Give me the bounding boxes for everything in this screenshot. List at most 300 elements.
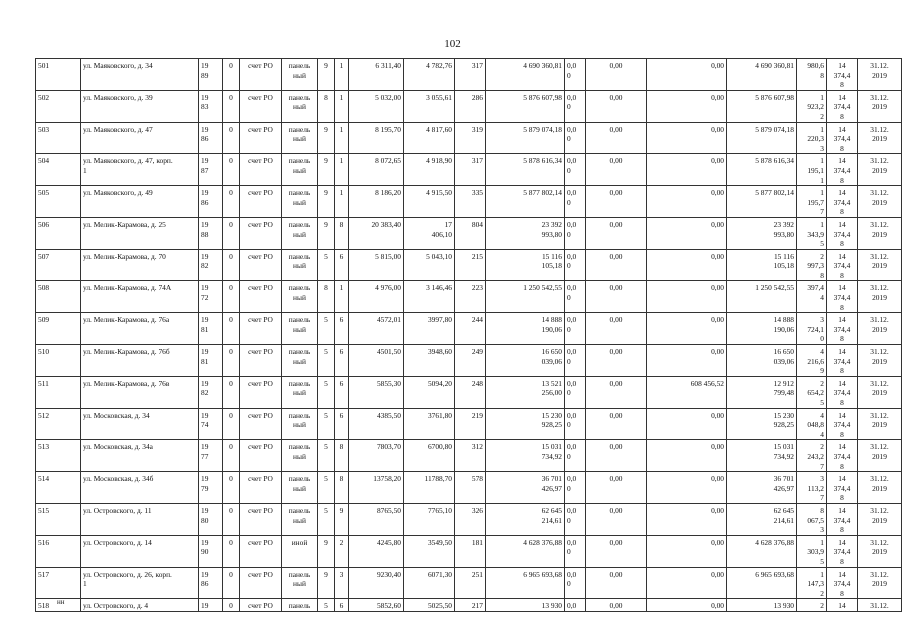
- cell-residents: 317: [455, 59, 486, 91]
- cell-max-cost-per-sqm: 14 374,4 8: [827, 472, 858, 504]
- cell-total-cost: 4 690 360,81: [486, 59, 565, 91]
- cell-entrances: 3: [335, 567, 349, 599]
- cell-entrances: 1: [335, 59, 349, 91]
- cell-year-built: 19 89: [199, 59, 223, 91]
- cell-max-cost-per-sqm: 14 374,4 8: [827, 281, 858, 313]
- cell-total-cost: 5 877 802,14: [486, 186, 565, 218]
- cell-cost-per-sqm: 1 303,9 5: [797, 535, 827, 567]
- cell-entrances: 9: [335, 503, 349, 535]
- cell-year-built: 19 86: [199, 122, 223, 154]
- cell-cost-federal: 0,0 0: [565, 440, 586, 472]
- cell-row-number: 501: [36, 59, 81, 91]
- cell-completion-date: 31.12. 2019: [858, 217, 902, 249]
- cell-address: ул. Московская, д. 34б: [81, 472, 199, 504]
- cell-cost-owners: 4 628 376,88: [727, 535, 797, 567]
- cell-cost-federal: 0,0 0: [565, 186, 586, 218]
- cell-living-area: 11788,70: [404, 472, 455, 504]
- cell-living-area: 7765,10: [404, 503, 455, 535]
- cell-cost-local: 0,00: [647, 440, 727, 472]
- cell-residents: 335: [455, 186, 486, 218]
- cell-floors: 9: [318, 154, 335, 186]
- cell-fund-method: счет РО: [240, 90, 282, 122]
- cell-living-area: 5025,50: [404, 599, 455, 612]
- cell-living-area: 3948,60: [404, 345, 455, 377]
- cell-living-area: 3997,80: [404, 313, 455, 345]
- cell-cost-regional: 0,00: [586, 599, 647, 612]
- cell-year-commission: 0: [223, 122, 240, 154]
- cell-year-built: 19 86: [199, 567, 223, 599]
- cell-floors: 5: [318, 503, 335, 535]
- cell-cost-local: 0,00: [647, 186, 727, 218]
- cell-wall-material: панель: [282, 599, 318, 612]
- cell-cost-per-sqm: 1 923,2 2: [797, 90, 827, 122]
- cell-total-area: 4245,80: [349, 535, 404, 567]
- cell-address: ул. Островского, д. 26, корп. 1: [81, 567, 199, 599]
- cell-address: ул. Мелик-Карамова, д. 76в: [81, 376, 199, 408]
- table-row: [36, 345, 902, 377]
- cell-total-area: 4501,50: [349, 345, 404, 377]
- cell-cost-federal: 0,0 0: [565, 59, 586, 91]
- cell-year-built: 19 86: [199, 186, 223, 218]
- cell-residents: 181: [455, 535, 486, 567]
- cell-wall-material: панель ный: [282, 440, 318, 472]
- cell-row-number: 512: [36, 408, 81, 440]
- cell-max-cost-per-sqm: 14 374,4 8: [827, 535, 858, 567]
- cell-max-cost-per-sqm: 14 374,4 8: [827, 313, 858, 345]
- cell-max-cost-per-sqm: 14 374,4 8: [827, 440, 858, 472]
- cell-total-cost: 16 650 039,06: [486, 345, 565, 377]
- cell-cost-owners: 5 876 607,98: [727, 90, 797, 122]
- cell-row-number: 510: [36, 345, 81, 377]
- cell-entrances: 6: [335, 376, 349, 408]
- cell-cost-per-sqm: 8 067,5 3: [797, 503, 827, 535]
- cell-residents: 286: [455, 90, 486, 122]
- cell-cost-federal: 0,0 0: [565, 281, 586, 313]
- cell-floors: 5: [318, 472, 335, 504]
- table-row: [36, 59, 902, 91]
- cell-completion-date: 31.12. 2019: [858, 154, 902, 186]
- cell-row-number: 509: [36, 313, 81, 345]
- cell-cost-federal: 0,0 0: [565, 313, 586, 345]
- cell-cost-federal: 0,0 0: [565, 154, 586, 186]
- cell-cost-per-sqm: 1 195,7 7: [797, 186, 827, 218]
- cell-residents: 248: [455, 376, 486, 408]
- cell-year-built: 19 72: [199, 281, 223, 313]
- cell-total-area: 4385,50: [349, 408, 404, 440]
- cell-entrances: 1: [335, 122, 349, 154]
- cell-max-cost-per-sqm: 14 374,4 8: [827, 122, 858, 154]
- cell-cost-per-sqm: 2: [797, 599, 827, 612]
- cell-max-cost-per-sqm: 14 374,4 8: [827, 408, 858, 440]
- table-row: [36, 503, 902, 535]
- cell-address: ул. Маяковского, д. 47: [81, 122, 199, 154]
- cell-max-cost-per-sqm: 14 374,4 8: [827, 59, 858, 91]
- cell-total-area: 8 195,70: [349, 122, 404, 154]
- cell-cost-federal: 0,0: [565, 599, 586, 612]
- cell-max-cost-per-sqm: 14 374,4 8: [827, 345, 858, 377]
- cell-cost-owners: 6 965 693,68: [727, 567, 797, 599]
- cell-year-built: 19 82: [199, 249, 223, 281]
- cell-entrances: 6: [335, 345, 349, 377]
- cell-cost-owners: 4 690 360,81: [727, 59, 797, 91]
- cell-living-area: 4 915,50: [404, 186, 455, 218]
- cell-completion-date: 31.12. 2019: [858, 59, 902, 91]
- cell-cost-local: 0,00: [647, 249, 727, 281]
- cell-cost-local: 0,00: [647, 217, 727, 249]
- cell-living-area: 3 146,46: [404, 281, 455, 313]
- cell-cost-regional: 0,00: [586, 408, 647, 440]
- cell-total-cost: 23 392 993,80: [486, 217, 565, 249]
- cell-fund-method: счет РО: [240, 345, 282, 377]
- cell-total-cost: 62 645 214,61: [486, 503, 565, 535]
- table-row: [36, 535, 902, 567]
- cell-total-cost: 15 230 928,25: [486, 408, 565, 440]
- cell-cost-owners: 5 877 802,14: [727, 186, 797, 218]
- cell-year-built: 19: [199, 599, 223, 612]
- cell-entrances: 8: [335, 440, 349, 472]
- cell-cost-regional: 0,00: [586, 345, 647, 377]
- cell-total-cost: 13 521 256,00: [486, 376, 565, 408]
- cell-entrances: 2: [335, 535, 349, 567]
- cell-row-number: 511: [36, 376, 81, 408]
- cell-floors: 5: [318, 408, 335, 440]
- cell-cost-per-sqm: 980,6 8: [797, 59, 827, 91]
- table-row: [36, 154, 902, 186]
- cell-completion-date: 31.12. 2019: [858, 503, 902, 535]
- cell-living-area: 4 782,76: [404, 59, 455, 91]
- cell-cost-regional: 0,00: [586, 59, 647, 91]
- cell-entrances: 6: [335, 313, 349, 345]
- cell-completion-date: 31.12. 2019: [858, 122, 902, 154]
- table-row: [36, 440, 902, 472]
- cell-floors: 8: [318, 90, 335, 122]
- cell-year-commission: 0: [223, 408, 240, 440]
- cell-cost-local: 0,00: [647, 567, 727, 599]
- cell-row-number: 515: [36, 503, 81, 535]
- cell-cost-owners: 62 645 214,61: [727, 503, 797, 535]
- cell-residents: 223: [455, 281, 486, 313]
- cell-total-cost: 4 628 376,88: [486, 535, 565, 567]
- cell-year-commission: 0: [223, 90, 240, 122]
- cell-total-cost: 5 878 616,34: [486, 154, 565, 186]
- cell-wall-material: панель ный: [282, 313, 318, 345]
- cell-cost-local: 0,00: [647, 313, 727, 345]
- cell-cost-federal: 0,0 0: [565, 217, 586, 249]
- table-row: [36, 599, 902, 612]
- cell-residents: 326: [455, 503, 486, 535]
- cell-floors: 5: [318, 599, 335, 612]
- cell-cost-local: 608 456,52: [647, 376, 727, 408]
- cell-row-number: 503: [36, 122, 81, 154]
- cell-year-commission: 0: [223, 217, 240, 249]
- cell-cost-regional: 0,00: [586, 376, 647, 408]
- cell-year-commission: 0: [223, 59, 240, 91]
- cell-completion-date: 31.12. 2019: [858, 376, 902, 408]
- cell-cost-local: 0,00: [647, 345, 727, 377]
- cell-cost-local: 0,00: [647, 535, 727, 567]
- cell-cost-regional: 0,00: [586, 503, 647, 535]
- cell-living-area: 3549,50: [404, 535, 455, 567]
- cell-year-commission: 0: [223, 440, 240, 472]
- cell-cost-per-sqm: 2 997,3 8: [797, 249, 827, 281]
- cell-cost-per-sqm: 2 654,2 5: [797, 376, 827, 408]
- cell-total-cost: 36 701 426,97: [486, 472, 565, 504]
- cell-address: ул. Мелик-Карамова, д. 74А: [81, 281, 199, 313]
- cell-fund-method: счет РО: [240, 408, 282, 440]
- cell-year-built: 19 77: [199, 440, 223, 472]
- cell-total-area: 5852,60: [349, 599, 404, 612]
- cell-cost-federal: 0,0 0: [565, 249, 586, 281]
- cell-address: ул. Московская, д. 34а: [81, 440, 199, 472]
- cell-max-cost-per-sqm: 14 374,4 8: [827, 90, 858, 122]
- cell-cost-federal: 0,0 0: [565, 90, 586, 122]
- cell-fund-method: счет РО: [240, 313, 282, 345]
- cell-completion-date: 31.12. 2019: [858, 249, 902, 281]
- cell-floors: 9: [318, 217, 335, 249]
- cell-max-cost-per-sqm: 14 374,4 8: [827, 217, 858, 249]
- cell-cost-owners: 5 878 616,34: [727, 154, 797, 186]
- cell-residents: 217: [455, 599, 486, 612]
- cell-cost-owners: 12 912 799,48: [727, 376, 797, 408]
- cell-cost-regional: 0,00: [586, 154, 647, 186]
- cell-total-cost: 1 250 542,55: [486, 281, 565, 313]
- cell-year-built: 19 80: [199, 503, 223, 535]
- cell-max-cost-per-sqm: 14 374,4 8: [827, 186, 858, 218]
- cell-floors: 5: [318, 249, 335, 281]
- cell-year-commission: 0: [223, 376, 240, 408]
- cell-address: ул. Островского, д. 14: [81, 535, 199, 567]
- cell-total-cost: 6 965 693,68: [486, 567, 565, 599]
- cell-fund-method: счет РО: [240, 376, 282, 408]
- cell-total-cost: 15 116 105,18: [486, 249, 565, 281]
- cell-floors: 9: [318, 567, 335, 599]
- cell-year-commission: 0: [223, 281, 240, 313]
- table-row: [36, 472, 902, 504]
- cell-cost-per-sqm: 1 147,3 2: [797, 567, 827, 599]
- cell-residents: 312: [455, 440, 486, 472]
- cell-completion-date: 31.12. 2019: [858, 408, 902, 440]
- cell-cost-federal: 0,0 0: [565, 567, 586, 599]
- cell-cost-local: 0,00: [647, 599, 727, 612]
- cell-total-cost: 14 888 190,06: [486, 313, 565, 345]
- cell-total-area: 13758,20: [349, 472, 404, 504]
- table-row: [36, 376, 902, 408]
- cell-max-cost-per-sqm: 14 374,4 8: [827, 249, 858, 281]
- cell-address: ул. Маяковского, д. 39: [81, 90, 199, 122]
- cell-residents: 219: [455, 408, 486, 440]
- cell-row-number: 517: [36, 567, 81, 599]
- cell-address: ул. Мелик-Карамова, д. 25: [81, 217, 199, 249]
- cell-completion-date: 31.12. 2019: [858, 535, 902, 567]
- cell-total-area: 5 815,00: [349, 249, 404, 281]
- cell-address: ул. Мелик-Карамова, д. 70: [81, 249, 199, 281]
- cell-cost-local: 0,00: [647, 59, 727, 91]
- cell-year-commission: 0: [223, 186, 240, 218]
- cell-fund-method: счет РО: [240, 281, 282, 313]
- cell-residents: 249: [455, 345, 486, 377]
- cell-cost-regional: 0,00: [586, 186, 647, 218]
- cell-total-cost: 5 876 607,98: [486, 90, 565, 122]
- cell-living-area: 4 817,60: [404, 122, 455, 154]
- cell-total-area: 4 976,00: [349, 281, 404, 313]
- cell-row-number: 518: [36, 599, 81, 612]
- cell-fund-method: счет РО: [240, 154, 282, 186]
- cell-completion-date: 31.12. 2019: [858, 313, 902, 345]
- cell-max-cost-per-sqm: 14 374,4 8: [827, 567, 858, 599]
- cell-living-area: 3761,80: [404, 408, 455, 440]
- cell-wall-material: панель ный: [282, 249, 318, 281]
- cell-wall-material: панель ный: [282, 217, 318, 249]
- cell-address: ул. Маяковского, д. 34: [81, 59, 199, 91]
- cell-cost-per-sqm: 1 195,1 1: [797, 154, 827, 186]
- cell-wall-material: панель ный: [282, 503, 318, 535]
- table-row: [36, 408, 902, 440]
- cell-cost-per-sqm: 3 113,2 7: [797, 472, 827, 504]
- cell-cost-owners: 1 250 542,55: [727, 281, 797, 313]
- cell-max-cost-per-sqm: 14 374,4 8: [827, 154, 858, 186]
- cell-cost-per-sqm: 4 216,6 9: [797, 345, 827, 377]
- cell-row-number: 505: [36, 186, 81, 218]
- cell-completion-date: 31.12. 2019: [858, 345, 902, 377]
- cell-living-area: 17 406,10: [404, 217, 455, 249]
- cell-wall-material: панель ный: [282, 567, 318, 599]
- table-row: [36, 249, 902, 281]
- cell-floors: 5: [318, 345, 335, 377]
- cell-cost-regional: 0,00: [586, 472, 647, 504]
- cell-max-cost-per-sqm: 14 374,4 8: [827, 503, 858, 535]
- cell-cost-local: 0,00: [647, 503, 727, 535]
- cell-completion-date: 31.12.: [858, 599, 902, 612]
- cell-living-area: 3 055,61: [404, 90, 455, 122]
- cell-residents: 215: [455, 249, 486, 281]
- cell-year-built: 19 83: [199, 90, 223, 122]
- cell-completion-date: 31.12. 2019: [858, 472, 902, 504]
- cell-fund-method: счет РО: [240, 472, 282, 504]
- cell-living-area: 6700,80: [404, 440, 455, 472]
- cell-cost-per-sqm: 397,4 4: [797, 281, 827, 313]
- cell-fund-method: счет РО: [240, 440, 282, 472]
- table-row: [36, 122, 902, 154]
- cell-fund-method: счет РО: [240, 535, 282, 567]
- cell-wall-material: панель ный: [282, 281, 318, 313]
- cell-entrances: 8: [335, 217, 349, 249]
- cell-cost-federal: 0,0 0: [565, 376, 586, 408]
- cell-entrances: 8: [335, 472, 349, 504]
- cell-residents: 578: [455, 472, 486, 504]
- cell-cost-federal: 0,0 0: [565, 122, 586, 154]
- cell-residents: 804: [455, 217, 486, 249]
- cell-year-built: 19 74: [199, 408, 223, 440]
- cell-cost-federal: 0,0 0: [565, 535, 586, 567]
- cell-wall-material: панель ный: [282, 122, 318, 154]
- cell-cost-federal: 0,0 0: [565, 408, 586, 440]
- cell-address: ул. Московская, д. 34: [81, 408, 199, 440]
- table-row: [36, 281, 902, 313]
- cell-wall-material: панель ный: [282, 376, 318, 408]
- cell-wall-material: панель ный: [282, 90, 318, 122]
- cell-address: ул. Островского, д. 11: [81, 503, 199, 535]
- cell-residents: 244: [455, 313, 486, 345]
- cell-row-number: 507: [36, 249, 81, 281]
- cell-entrances: 1: [335, 186, 349, 218]
- cell-row-number: 516: [36, 535, 81, 567]
- cell-cost-owners: 5 879 074,18: [727, 122, 797, 154]
- cell-residents: 317: [455, 154, 486, 186]
- cell-total-area: 4572,01: [349, 313, 404, 345]
- cell-year-commission: 0: [223, 599, 240, 612]
- cell-wall-material: панель ный: [282, 408, 318, 440]
- cell-total-area: 7803,70: [349, 440, 404, 472]
- cell-entrances: 6: [335, 408, 349, 440]
- cell-cost-federal: 0,0 0: [565, 503, 586, 535]
- cell-floors: 5: [318, 376, 335, 408]
- cell-row-number: 508: [36, 281, 81, 313]
- cell-fund-method: счет РО: [240, 503, 282, 535]
- cell-cost-local: 0,00: [647, 122, 727, 154]
- cell-total-area: 8765,50: [349, 503, 404, 535]
- cell-residents: 319: [455, 122, 486, 154]
- cell-year-commission: 0: [223, 313, 240, 345]
- cell-residents: 251: [455, 567, 486, 599]
- cell-cost-federal: 0,0 0: [565, 472, 586, 504]
- cell-total-area: 6 311,40: [349, 59, 404, 91]
- cell-completion-date: 31.12. 2019: [858, 186, 902, 218]
- table-row: [36, 186, 902, 218]
- cell-cost-federal: 0,0 0: [565, 345, 586, 377]
- table-row: [36, 90, 902, 122]
- cell-cost-owners: 16 650 039,06: [727, 345, 797, 377]
- cell-year-built: 19 81: [199, 313, 223, 345]
- cell-row-number: 514: [36, 472, 81, 504]
- cell-fund-method: счет РО: [240, 599, 282, 612]
- cell-total-area: 8 072,65: [349, 154, 404, 186]
- cell-address: ул. Мелик-Карамова, д. 76б: [81, 345, 199, 377]
- cell-floors: 8: [318, 281, 335, 313]
- cell-row-number: 506: [36, 217, 81, 249]
- cell-address: ул. Мелик-Карамова, д. 76а: [81, 313, 199, 345]
- cell-wall-material: панель ный: [282, 345, 318, 377]
- cell-cost-regional: 0,00: [586, 535, 647, 567]
- cell-cost-per-sqm: 4 048,8 4: [797, 408, 827, 440]
- cell-cost-owners: 23 392 993,80: [727, 217, 797, 249]
- cell-fund-method: счет РО: [240, 217, 282, 249]
- cell-wall-material: панель ный: [282, 472, 318, 504]
- footer-mark: нн: [57, 598, 65, 606]
- cell-year-built: 19 79: [199, 472, 223, 504]
- cell-completion-date: 31.12. 2019: [858, 567, 902, 599]
- cell-fund-method: счет РО: [240, 186, 282, 218]
- cell-cost-owners: 15 116 105,18: [727, 249, 797, 281]
- cell-cost-per-sqm: 2 243,2 7: [797, 440, 827, 472]
- cell-entrances: 1: [335, 154, 349, 186]
- table-row: [36, 217, 902, 249]
- cell-cost-per-sqm: 1 220,3 3: [797, 122, 827, 154]
- cell-cost-regional: 0,00: [586, 122, 647, 154]
- cell-cost-local: 0,00: [647, 90, 727, 122]
- cell-cost-owners: 15 230 928,25: [727, 408, 797, 440]
- cell-cost-owners: 36 701 426,97: [727, 472, 797, 504]
- cell-wall-material: панель ный: [282, 59, 318, 91]
- cell-year-commission: 0: [223, 535, 240, 567]
- page-number: 102: [444, 38, 461, 50]
- cell-year-commission: 0: [223, 249, 240, 281]
- cell-address: ул. Маяковского, д. 49: [81, 186, 199, 218]
- cell-year-built: 19 81: [199, 345, 223, 377]
- cell-entrances: 1: [335, 281, 349, 313]
- cell-entrances: 6: [335, 249, 349, 281]
- cell-total-cost: 13 930: [486, 599, 565, 612]
- cell-fund-method: счет РО: [240, 59, 282, 91]
